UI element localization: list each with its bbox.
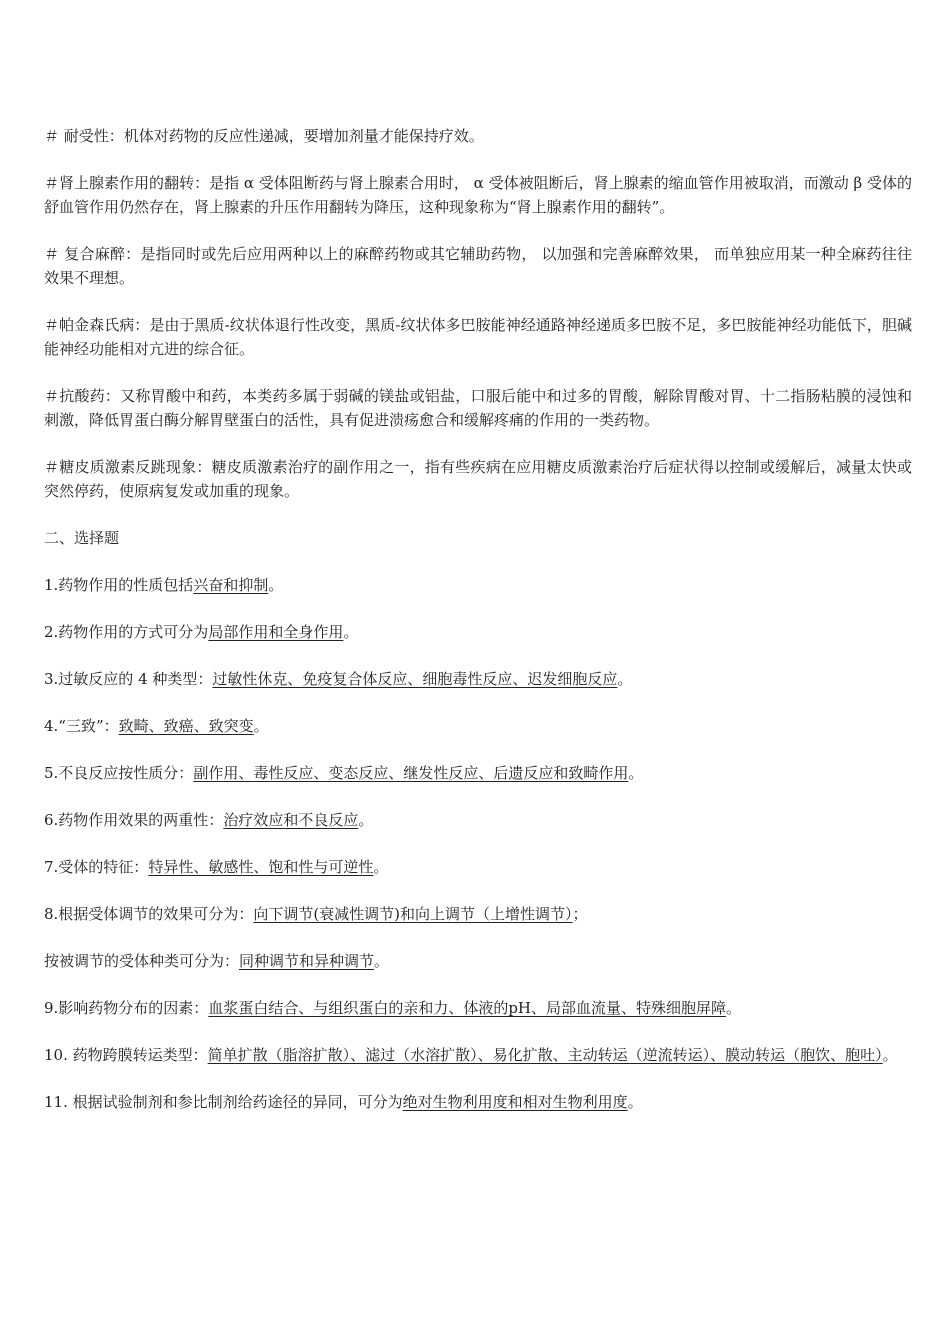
question-prefix: 按被调节的受体种类可分为： bbox=[44, 952, 240, 970]
question-suffix: 。 bbox=[627, 1093, 643, 1111]
question-suffix: ； bbox=[572, 905, 588, 923]
question-item bbox=[44, 996, 912, 1020]
definition-term: ＃肾上腺素作用的翻转： bbox=[44, 174, 210, 192]
question-item bbox=[44, 808, 912, 832]
question-answer: 兴奋和抑制 bbox=[193, 576, 269, 594]
question-item bbox=[44, 1090, 912, 1114]
definition-term: ＃帕金森氏病： bbox=[44, 316, 150, 334]
question-answer: 同种调节和异种调节 bbox=[239, 952, 375, 970]
question-item bbox=[44, 620, 912, 644]
question-suffix: 。 bbox=[726, 999, 742, 1017]
question-item bbox=[44, 949, 912, 973]
definition-paragraph bbox=[44, 313, 912, 361]
question-prefix: 6.药物作用效果的两重性： bbox=[44, 811, 224, 829]
definition-text: 是由于黑质-纹状体退行性改变，黑质-纹状体多巴胺能神经通路神经递质多巴胺不足，多巴胺能神经功能低下，胆碱能神经功能相对亢进的综合征。 bbox=[44, 316, 912, 358]
question-answer: 副作用、毒性反应、变态反应、继发性反应、后遗反应和致畸作用 bbox=[193, 764, 629, 782]
question-suffix: 。 bbox=[253, 717, 269, 735]
question-prefix: 8.根据受体调节的效果可分为： bbox=[44, 905, 254, 923]
question-suffix: 。 bbox=[617, 670, 633, 688]
question-answer: 向下调节(衰减性调节)和向上调节（上增性调节） bbox=[253, 905, 573, 923]
question-suffix: 。 bbox=[882, 1046, 898, 1064]
definition-paragraph bbox=[44, 384, 912, 432]
definition-paragraph bbox=[44, 124, 912, 148]
definition-text: 机体对药物的反应性递减，要增加剂量才能保持疗效。 bbox=[123, 127, 484, 145]
question-suffix: 。 bbox=[374, 952, 390, 970]
question-suffix: 。 bbox=[268, 576, 284, 594]
definition-text: 是指 α 受体阻断药与肾上腺素合用时， α 受体被阻断后，肾上腺素的缩血管作用被取消，而激动 β 受体的舒血管作用仍然存在，肾上腺素的升压作用翻转为降压，这种现象称为“肾上腺素作用的翻转”。 bbox=[44, 174, 912, 216]
question-prefix: 9.影响药物分布的因素： bbox=[44, 999, 209, 1017]
question-prefix: 1.药物作用的性质包括 bbox=[44, 576, 194, 594]
question-answer: 简单扩散（脂溶扩散）、滤过（水溶扩散）、易化扩散、主动转运（逆流转运）、膜动转运（胞饮、胞吐） bbox=[207, 1046, 883, 1064]
question-item bbox=[44, 573, 912, 597]
question-prefix: 7.受体的特征： bbox=[44, 858, 149, 876]
section-title: 二、选择题 bbox=[44, 529, 120, 547]
question-answer: 血浆蛋白结合、与组织蛋白的亲和力、体液的pH、局部血流量、特殊细胞屏障 bbox=[208, 999, 727, 1017]
definition-term: ＃ 复合麻醉： bbox=[44, 245, 141, 263]
question-prefix: 10. 药物跨膜转运类型： bbox=[44, 1046, 208, 1064]
question-suffix: 。 bbox=[343, 623, 359, 641]
question-item bbox=[44, 902, 912, 926]
question-prefix: 3.过敏反应的 4 种类型： bbox=[44, 670, 213, 688]
question-item bbox=[44, 761, 912, 785]
definition-term: ＃抗酸药： bbox=[44, 387, 121, 405]
question-suffix: 。 bbox=[373, 858, 389, 876]
question-item bbox=[44, 714, 912, 738]
question-item bbox=[44, 855, 912, 879]
question-suffix: 。 bbox=[358, 811, 374, 829]
question-answer: 绝对生物利用度和相对生物利用度 bbox=[402, 1093, 628, 1111]
question-prefix: 4.“三致”： bbox=[44, 717, 119, 735]
question-answer: 局部作用和全身作用 bbox=[208, 623, 344, 641]
question-prefix: 11. 根据试验制剂和参比制剂给药途径的异同，可分为 bbox=[44, 1093, 403, 1111]
question-answer: 特异性、敏感性、饱和性与可逆性 bbox=[148, 858, 374, 876]
definition-paragraph bbox=[44, 242, 912, 290]
definition-text: 又称胃酸中和药，本类药多属于弱碱的镁盐或铝盐，口服后能中和过多的胃酸，解除胃酸对胃、十二指肠粘膜的浸蚀和刺激，降低胃蛋白酶分解胃壁蛋白的活性，具有促进溃疡愈合和缓解疼痛的作用的一类药物。 bbox=[44, 387, 912, 429]
question-answer: 过敏性休克、免疫复合体反应、细胞毒性反应、迟发细胞反应 bbox=[212, 670, 618, 688]
definition-text: 是指同时或先后应用两种以上的麻醉药物或其它辅助药物， 以加强和完善麻醉效果， 而单独应用某一种全麻药往往效果不理想。 bbox=[44, 245, 912, 287]
definition-term: ＃糖皮质激素反跳现象： bbox=[44, 458, 212, 476]
definition-text: 糖皮质激素治疗的副作用之一，指有些疾病在应用糖皮质激素治疗后症状得以控制或缓解后，减量太快或突然停药，使原病复发或加重的现象。 bbox=[44, 458, 912, 500]
question-answer: 治疗效应和不良反应 bbox=[223, 811, 359, 829]
question-item bbox=[44, 667, 912, 691]
question-answer: 致畸、致癌、致突变 bbox=[118, 717, 254, 735]
question-suffix: 。 bbox=[628, 764, 644, 782]
definition-paragraph bbox=[44, 171, 912, 219]
document-page bbox=[44, 124, 912, 1137]
question-prefix: 2.药物作用的方式可分为 bbox=[44, 623, 209, 641]
question-prefix: 5.不良反应按性质分： bbox=[44, 764, 194, 782]
definition-term: ＃ 耐受性： bbox=[44, 127, 124, 145]
definition-paragraph bbox=[44, 455, 912, 503]
question-item bbox=[44, 1043, 912, 1067]
